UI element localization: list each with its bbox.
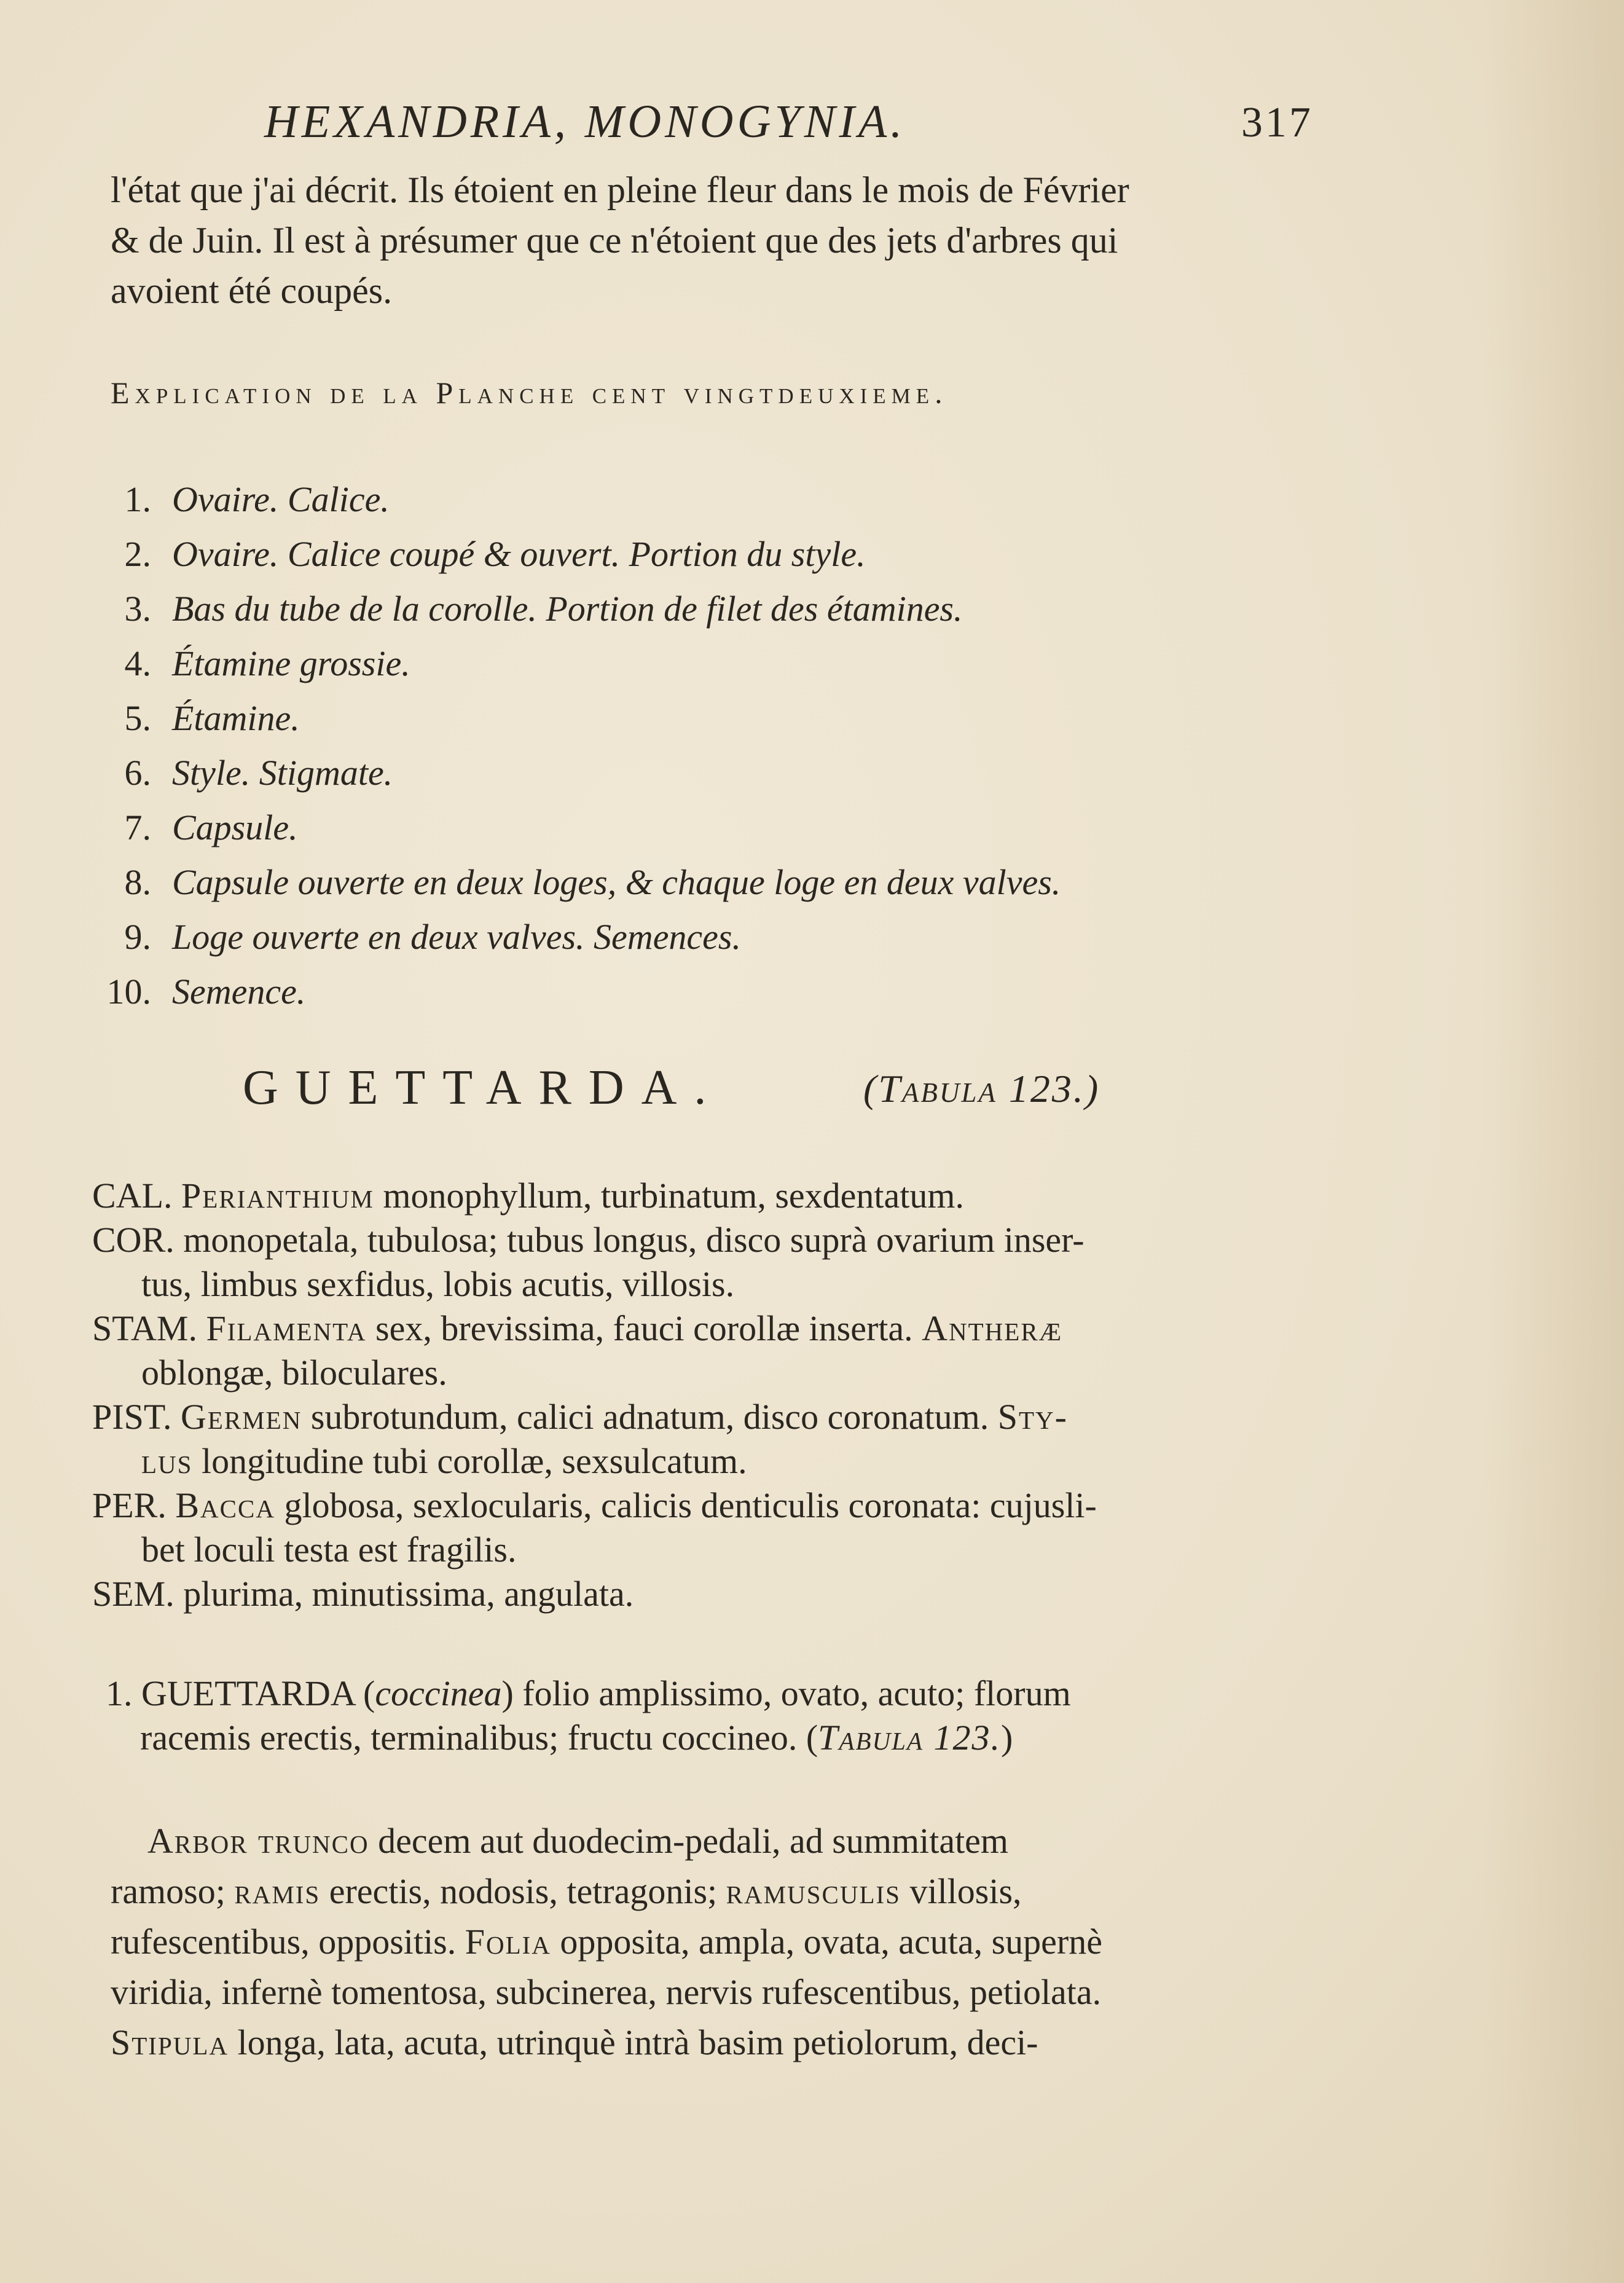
desc-term: Stipula (111, 2022, 229, 2062)
intro-paragraph (111, 165, 1327, 316)
desc-term: Folia (465, 1922, 551, 1962)
species-entry (106, 1672, 1071, 1760)
char-label: PER. (92, 1485, 167, 1525)
species-close: ) (1000, 1718, 1013, 1758)
char-text: globosa, sexlocularis, calicis denticulis coronata: cujusli- (275, 1485, 1097, 1525)
char-term: Sty- (997, 1397, 1068, 1437)
desc-line (147, 1816, 1102, 1866)
char-text: longitudine tubi corollæ, sexsulcatum. (192, 1441, 747, 1481)
item-text: Étamine. (172, 698, 300, 738)
desc-line: viridia, infernè tomentosa, subcinerea, nervis rufescentibus, petiolata. (111, 1972, 1102, 2012)
char-label: COR. (92, 1220, 175, 1260)
list-item (98, 964, 1061, 1019)
intro-line: avoient été coupés. (111, 270, 393, 311)
item-number: 1. (124, 479, 151, 519)
list-item (98, 910, 1061, 964)
item-text: Capsule ouverte en deux loges, & chaque loge en deux valves. (172, 862, 1061, 902)
list-item (98, 472, 1061, 527)
item-text: Capsule. (172, 807, 298, 847)
item-text: Bas du tube de la corolle. Portion de filet des étamines. (172, 589, 963, 629)
item-number: 4. (124, 643, 151, 683)
char-term: Filamenta (206, 1308, 367, 1348)
desc-term: Arbor trunco (147, 1821, 369, 1861)
item-number: 6. (124, 753, 151, 793)
char-text: plurima, minutissima, angulata. (174, 1574, 634, 1614)
desc-text: decem aut duodecim-pedali, ad summitatem (369, 1821, 1009, 1861)
item-number: 2. (124, 534, 151, 574)
item-text: Ovaire. Calice coupé & ouvert. Portion du style. (172, 534, 866, 574)
species-line (106, 1672, 1071, 1716)
item-text: Semence. (172, 972, 306, 1012)
desc-term: ramis (234, 1871, 321, 1911)
item-text: Étamine grossie. (172, 643, 410, 683)
tabula-ref: (Tabula 123.) (863, 1067, 1100, 1110)
desc-line (111, 1917, 1102, 1967)
species-name: GUETTARDA ( (141, 1673, 375, 1713)
desc-text: opposita, ampla, ovata, acuta, supernè (551, 1922, 1102, 1962)
page-number: 317 (1241, 99, 1313, 146)
char-stam (92, 1307, 1352, 1351)
char-term: Perianthium (181, 1176, 374, 1216)
item-text: Style. Stigmate. (172, 753, 393, 793)
list-item (98, 691, 1061, 745)
char-stam-cont: oblongæ, biloculares. (141, 1353, 447, 1393)
desc-line (111, 2018, 1102, 2068)
intro-line: & de Juin. Il est à présumer que ce n'étoient que des jets d'arbres qui (111, 220, 1118, 261)
char-per (92, 1483, 1352, 1528)
char-term: Antheræ (922, 1308, 1063, 1348)
item-number: 9. (124, 917, 151, 957)
plate-explanation-heading: Explication de la Planche cent vingtdeuxieme. (111, 375, 948, 410)
item-number: 8. (124, 862, 151, 902)
species-text: racemis erectis, terminalibus; fructu coccineo. ( (140, 1718, 818, 1758)
char-term: lus (141, 1441, 193, 1481)
desc-term: ramusculis (726, 1871, 901, 1911)
desc-text: villosis, (900, 1871, 1022, 1911)
item-text: Loge ouverte en deux valves. Semences. (172, 917, 741, 957)
char-text: monophyllum, turbinatum, sexdentatum. (374, 1176, 965, 1216)
species-text: ) folio amplissimo, ovato, acuto; florum (501, 1673, 1071, 1713)
running-head: HEXANDRIA, MONOGYNIA. (264, 96, 906, 147)
char-cor (92, 1218, 1352, 1262)
species-epithet: coccinea (375, 1673, 502, 1713)
intro-line: l'état que j'ai décrit. Ils étoient en pleine fleur dans le mois de Février (111, 170, 1129, 210)
list-item (98, 745, 1061, 800)
tabula-ref: Tabula 123. (818, 1718, 1001, 1758)
item-number: 10. (106, 972, 151, 1012)
char-pist (92, 1395, 1352, 1439)
item-number: 5. (124, 698, 151, 738)
char-text: monopetala, tubulosa; tubus longus, disco suprà ovarium inser- (174, 1220, 1085, 1260)
genus-tabula (863, 1066, 1100, 1112)
list-item (98, 636, 1061, 691)
genus-title: GUETTARDA. (243, 1061, 724, 1115)
list-item (98, 855, 1061, 910)
plate-figure-list (98, 472, 1061, 1019)
char-cal (92, 1174, 1352, 1218)
species-line-cont (106, 1716, 1071, 1760)
char-per-cont: bet loculi testa est fragilis. (141, 1530, 517, 1570)
item-number: 7. (124, 807, 151, 847)
desc-text: erectis, nodosis, tetragonis; (320, 1871, 726, 1911)
char-label: PIST. (92, 1397, 172, 1437)
species-number: 1. (106, 1673, 133, 1713)
char-term: Bacca (175, 1485, 275, 1525)
char-pist-cont (92, 1439, 1352, 1483)
char-label: STAM. (92, 1308, 197, 1348)
item-number: 3. (124, 589, 151, 629)
desc-line (111, 1866, 1102, 1917)
char-text: sex, brevissima, fauci corollæ inserta. (366, 1308, 922, 1348)
list-item (98, 581, 1061, 636)
item-text: Ovaire. Calice. (172, 479, 390, 519)
page-stain (1483, 0, 1624, 2283)
char-label: CAL. (92, 1176, 173, 1216)
char-sem (92, 1572, 1352, 1616)
char-text: subrotundum, calici adnatum, disco coronatum. (302, 1397, 998, 1437)
desc-text: rufescentibus, oppositis. (111, 1922, 465, 1962)
generic-characters (92, 1174, 1352, 1616)
char-cor-cont: tus, limbus sexfidus, lobis acutis, villosis. (141, 1264, 735, 1304)
species-description (111, 1816, 1102, 2068)
list-item (98, 800, 1061, 855)
desc-text: ramoso; (111, 1871, 235, 1911)
list-item (98, 527, 1061, 581)
char-label: SEM. (92, 1574, 175, 1614)
char-term: Germen (180, 1397, 302, 1437)
desc-text: longa, lata, acuta, utrinquè intrà basim petiolorum, deci- (229, 2022, 1038, 2062)
